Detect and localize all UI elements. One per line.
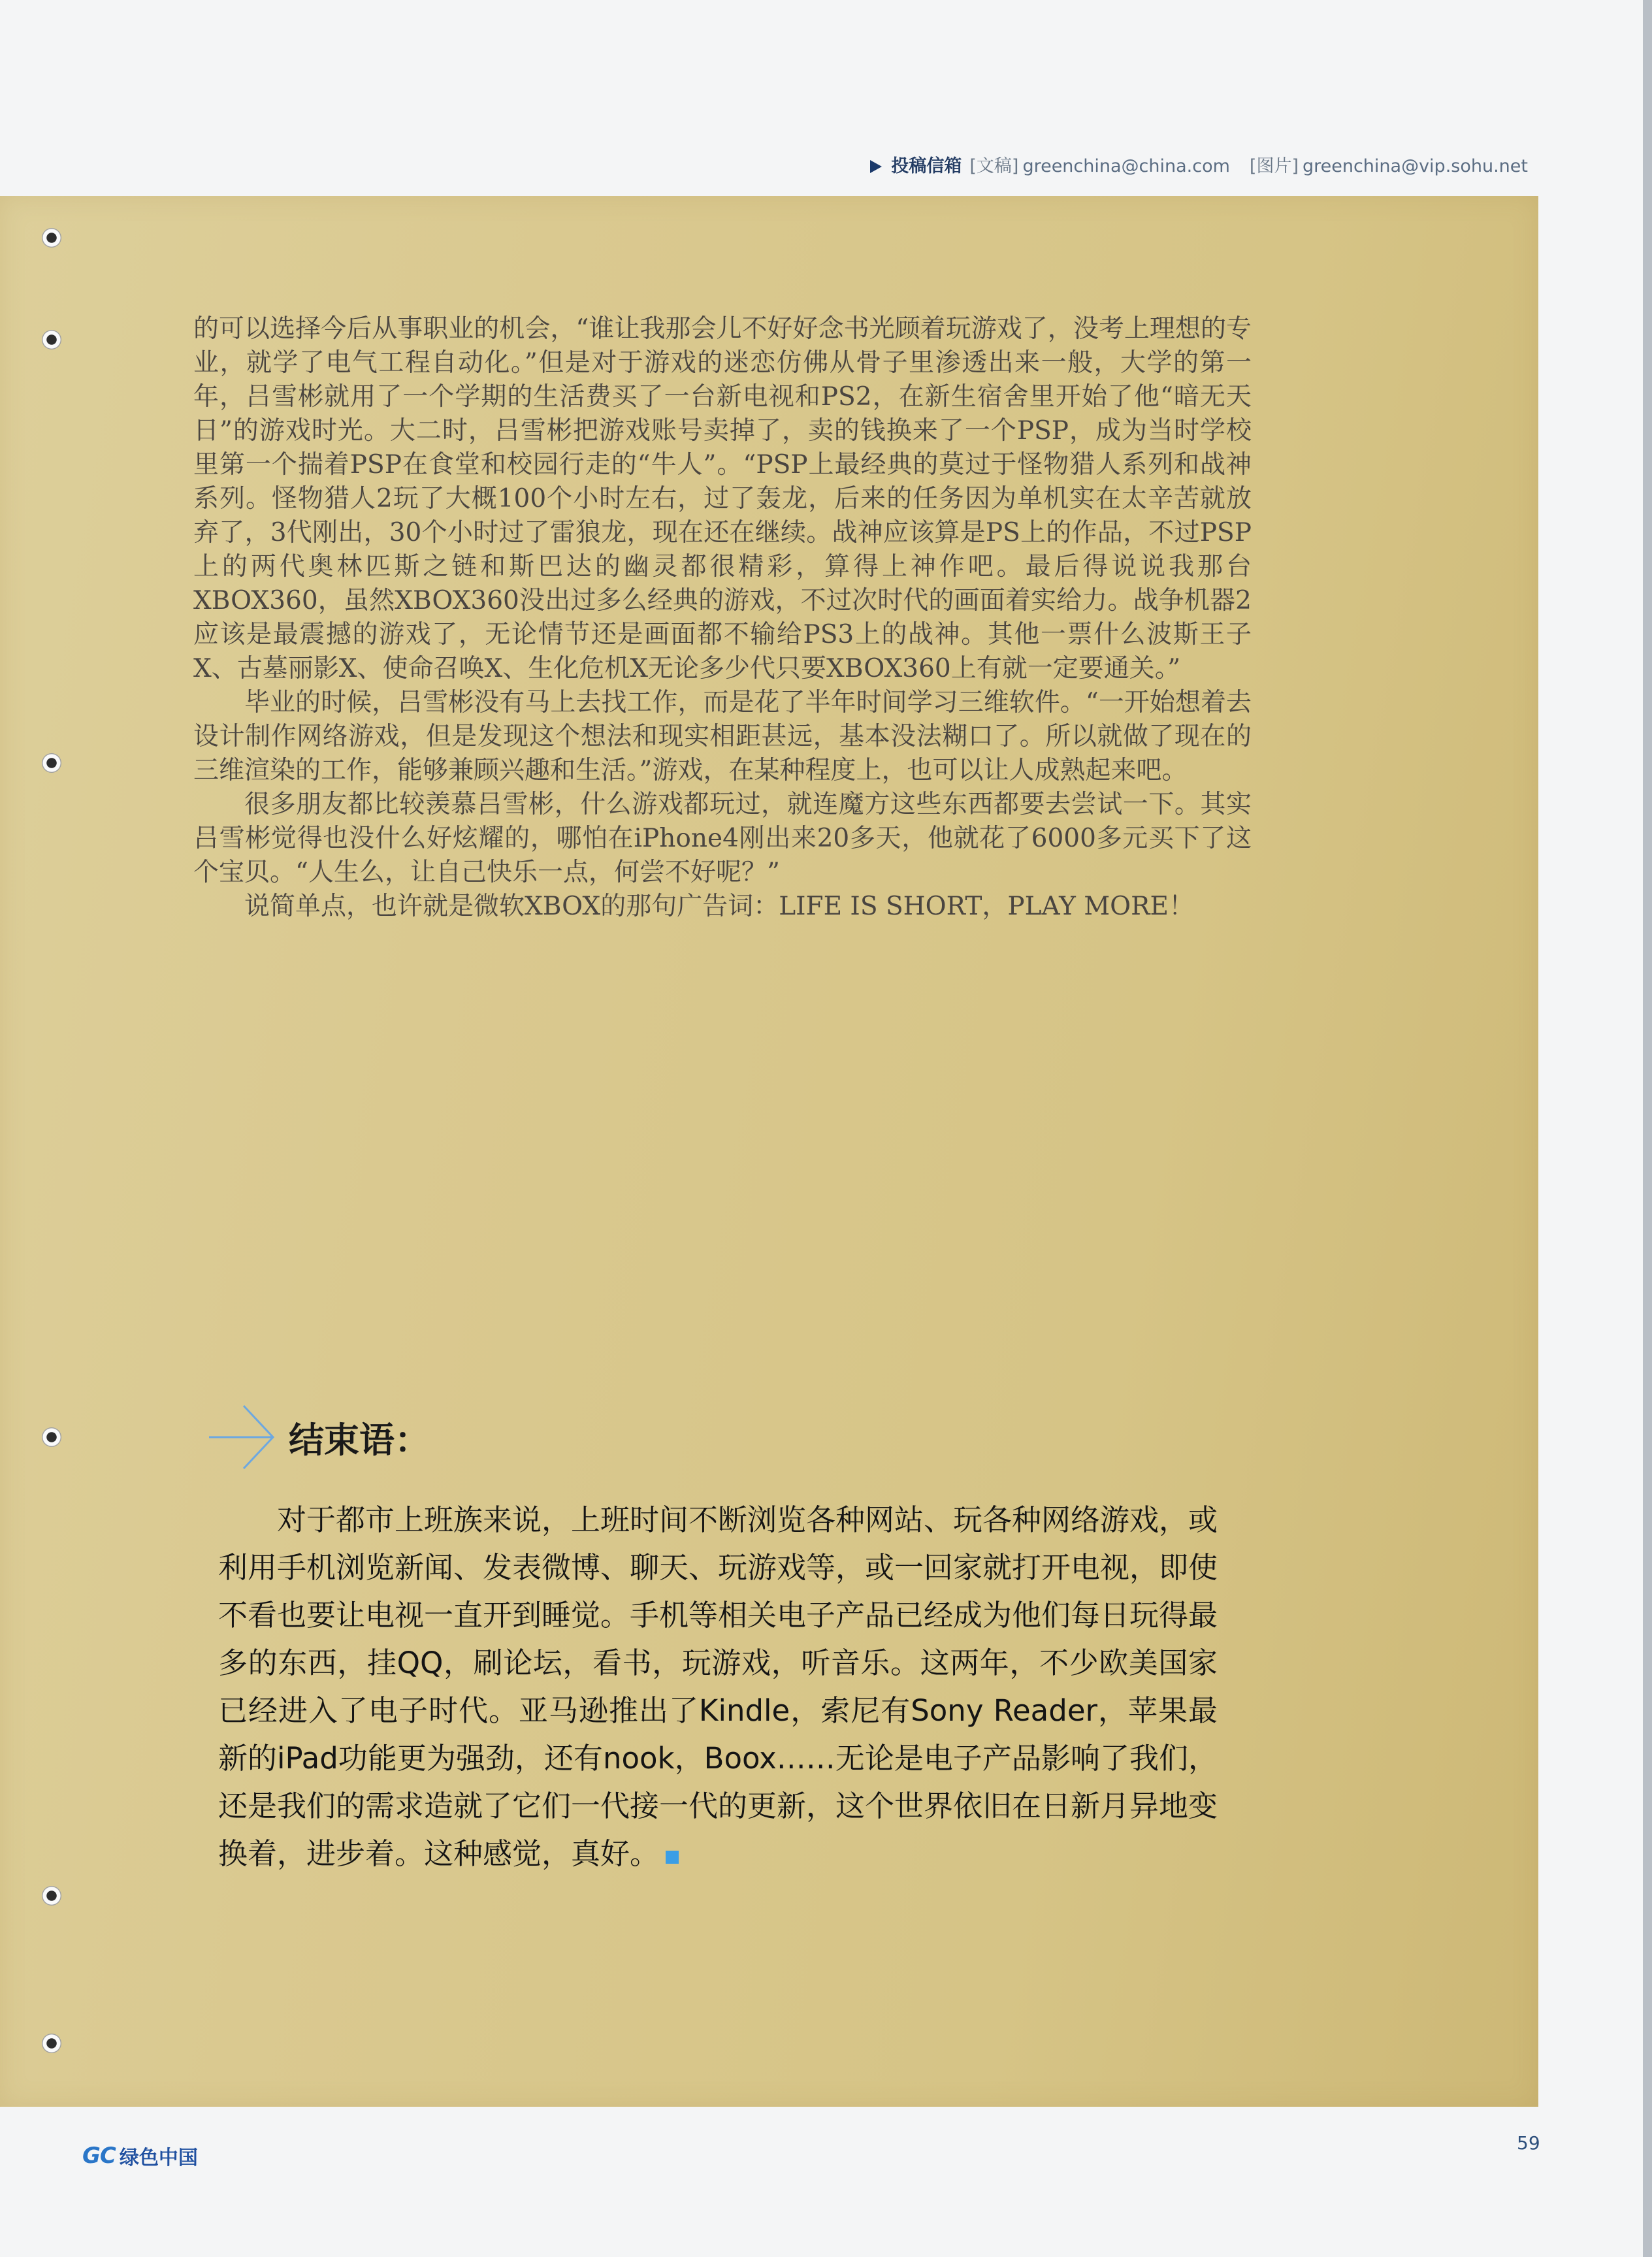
page-number: 59 [1517,2132,1540,2154]
end-square-icon [666,1851,679,1864]
conclusion-paragraph-text: 对于都市上班族来说，上班时间不断浏览各种网站、玩各种网络游戏，或利用手机浏览新闻、发表微博、聊天、玩游戏等，或一回家就打开电视，即使不看也要让电视一直开到睡觉。手机等相关电子产品已经成为他们每日玩得最多的东西，挂QQ，刷论坛，看书，玩游戏，听音乐。这两年，不少欧美国家已经进入了电子时代。亚马逊推出了Kindle，索尼有Sony Reader，苹果最新的iPad功能更为强劲，还有nook，Boox……无论是电子产品影响了我们，还是我们的需求造就了它们一代接一代的更新，这个世界依旧在日新月异地变换着，进步着。这种感觉，真好。 [218,1502,1218,1871]
conclusion-paragraph [218,1496,1218,1877]
text-email: greenchina@china.com [1022,156,1230,176]
article-paragraph: 的可以选择今后从事职业的机会，“谁让我那会儿不好好念书光顾着玩游戏了，没考上理想的专业，就学了电气工程自动化。”但是对于游戏的迷恋仿佛从骨子里渗透出来一般，大学的第一年，吕雪彬就用了一个学期的生活费买了一台新电视和PS2，在新生宿舍里开始了他“暗无天日”的游戏时光。大二时，吕雪彬把游戏账号卖掉了，卖的钱换来了一个PSP，成为当时学校里第一个揣着PSP在食堂和校园行走的“牛人”。“PSP上最经典的莫过于怪物猎人系列和战神系列。怪物猎人2玩了大概100个小时左右，过了轰龙，后来的任务因为单机实在太辛苦就放弃了，3代刚出，30个小时过了雷狼龙，现在还在继续。战神应该算是PS上的作品，不过PSP上的两代奥林匹斯之链和斯巴达的幽灵都很精彩，算得上神作吧。最后得说说我那台XBOX360，虽然XBOX360没出过多么经典的游戏，不过次时代的画面着实给力。战争机器2应该是最震撼的游戏了，无论情节还是画面都不输给PS3上的战神。其他一票什么波斯王子X、古墓丽影X、使命召唤X、生化危机X无论多少代只要XBOX360上有就一定要通关。” [193,314,1252,683]
binder-hole [42,753,61,773]
binder-hole [42,228,61,248]
conclusion-body [218,1496,1218,1877]
binder-hole [42,1427,61,1447]
image-bracket-label: [图片] [1249,156,1299,176]
logo-letters: GC [82,2143,116,2169]
submit-label: 投稿信箱 [891,156,962,176]
submission-mailbox-line [870,152,1528,177]
image-email: greenchina@vip.sohu.net [1302,156,1528,176]
page-edge [1643,0,1652,2257]
arrow-icon [208,1398,280,1476]
article-paragraph: 说简单点，也许就是微软XBOX的那句广告词：LIFE IS SHORT，PLAY MORE！ [244,892,1194,921]
conclusion-title: 结束语： [289,1419,430,1461]
binder-hole [42,2034,61,2053]
text-bracket-label: [文稿] [969,156,1019,176]
logo-name: 绿色中国 [119,2147,198,2169]
conclusion-heading [208,1398,430,1476]
article-body [193,312,1252,924]
triangle-bullet-icon [870,160,882,173]
binder-hole [42,330,61,349]
article-paragraph: 毕业的时候，吕雪彬没有马上去找工作，而是花了半年时间学习三维软件。“一开始想着去设计制作网络游戏，但是发现这个想法和现实相距甚远，基本没法糊口了。所以就做了现在的三维渲染的工作，能够兼顾兴趣和生活。”游戏，在某种程度上，也可以让人成熟起来吧。 [193,688,1252,785]
article-paragraph: 很多朋友都比较羡慕吕雪彬，什么游戏都玩过，就连魔方这些东西都要去尝试一下。其实吕雪彬觉得也没什么好炫耀的，哪怕在iPhone4刚出来20多天，他就花了6000多元买下了这个宝贝。“人生么，让自己快乐一点，何尝不好呢？” [193,790,1252,887]
magazine-logo [82,2141,198,2170]
binder-hole [42,1886,61,1906]
